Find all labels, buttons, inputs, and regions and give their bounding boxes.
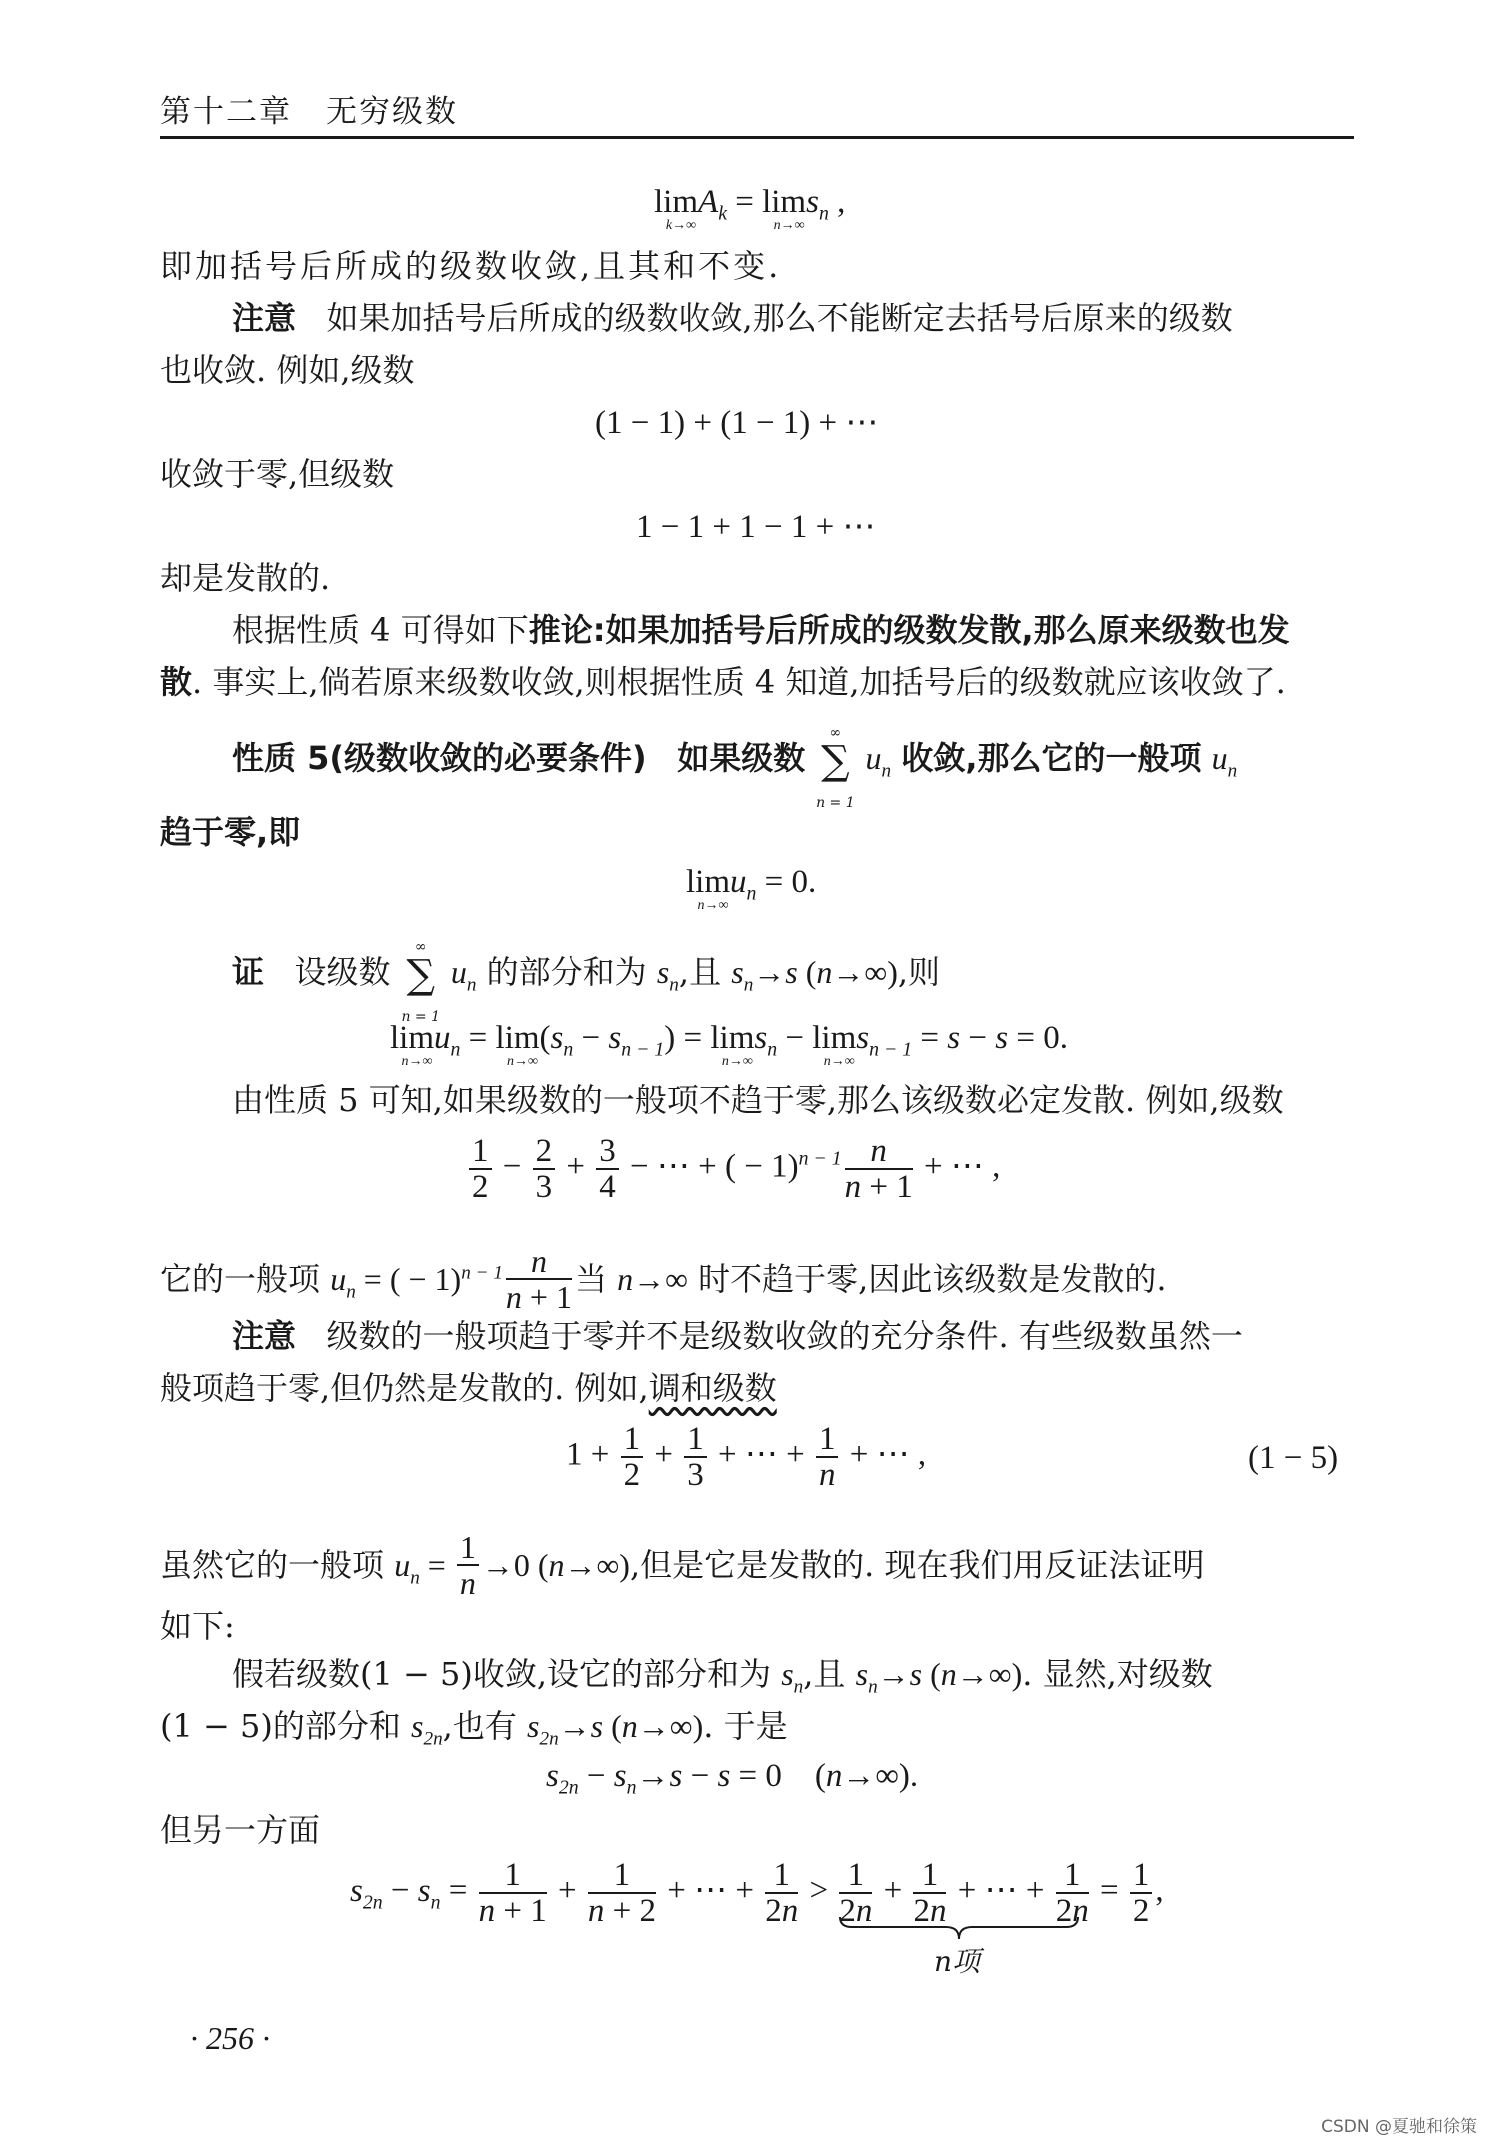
text-span: ,且 [678, 953, 722, 991]
proof-line: 证 设级数 ∞ ∑ n = 1 $u_n$ 的部分和为 $s_n$,且 $s_n\to s$ (n→∞),则 [232, 938, 941, 1025]
text-span: . 显然,对级数 [1022, 1655, 1213, 1693]
page-number: · 256 · [190, 2020, 270, 2056]
corollary-line [160, 662, 1286, 702]
running-header [160, 86, 458, 131]
note-paragraph [232, 298, 1233, 338]
equation-difference: $s_{2n} - s_n\to s - s = 0$ (n→∞). [546, 1758, 919, 1799]
chapter-title: 无穷级数 [326, 94, 458, 130]
text-span: 假若级数(1 − 5)收敛,设它的部分和为 [232, 1655, 772, 1693]
text-span: 当 [574, 1260, 607, 1298]
equation-label: (1 − 5) [1248, 1440, 1339, 1476]
text-span: 般项趋于零,但仍然是发散的. 例如, [160, 1369, 649, 1407]
underbrace [838, 1915, 1080, 1941]
text-span: . 于是 [703, 1707, 788, 1745]
text-span: 的部分和为 [486, 953, 647, 991]
text-span: 级数的一般项趋于零并不是级数收敛的充分条件. 有些级数虽然一 [326, 1317, 1243, 1355]
proof-label: 证 [232, 953, 265, 991]
text-line: 如下: [160, 1607, 235, 1645]
underbrace-label: n项 [934, 1945, 981, 1978]
text-line [160, 1368, 777, 1408]
text-span: ,且 [803, 1655, 846, 1693]
text-line: 假若级数(1 − 5)收敛,设它的部分和为 $s_n$,且 $s_n\to s$ (n→∞). 显然,对级数 [232, 1655, 1213, 1698]
text-span: 如果加括号后所成的级数收敛,那么不能断定去括号后原来的级数 [326, 299, 1233, 337]
text-line: 收敛于零,但级数 [160, 455, 395, 493]
corollary-bold: 散 [160, 663, 193, 701]
text-line: 由性质 5 可知,如果级数的一般项不趋于零,那么该级数必定发散. 例如,级数 [232, 1081, 1284, 1119]
text-line: 也收敛. 例如,级数 [160, 351, 415, 389]
text-span: 趋于零,即 [160, 813, 301, 851]
equation-lim-un: lim n→∞ $u_n = 0$. [686, 864, 817, 913]
harmonic-series-term: 调和级数 [648, 1369, 777, 1407]
text-line: 但另一方面 [160, 1811, 321, 1849]
text-span: ,则 [897, 953, 941, 991]
corollary-bold: 推论:如果加括号后所成的级数发散,那么原来级数也发 [528, 611, 1290, 649]
note-label: 注意 [232, 1317, 297, 1355]
equation-lim-ak: lim k→∞ $A_k = \lim$ n→∞ $s_n$ , [654, 184, 846, 233]
text-line: 虽然它的一般项 $u_n$ = $\frac{1}{n}$ →0 (n→∞),但是它是发散的. 现在我们用反证法证明 [160, 1529, 1205, 1601]
text-line: 却是发散的. [160, 559, 331, 597]
summation-symbol: ∞ ∑ n = 1 [816, 724, 855, 811]
property-label: 性质 5(级数收敛的必要条件) [232, 739, 647, 777]
text-span: 时不趋于零,因此该级数是发散的. [698, 1260, 1167, 1298]
text-line [160, 812, 300, 852]
corollary-line [232, 610, 1290, 650]
text-span: 根据性质 4 可得如下 [232, 611, 529, 649]
header-rule [160, 136, 1354, 139]
equation-series-1: (1 − 1) + (1 − 1) + ⋯ [595, 405, 879, 441]
text-span: 它的一般项 [160, 1260, 321, 1298]
text-span: 设级数 [294, 953, 391, 991]
property-5-line: 性质 5(级数收敛的必要条件) 如果级数 ∞ ∑ n = 1 $u_n$ 收敛,那么它的一般项 $u_n$ [232, 724, 1238, 811]
chapter-number: 第十二章 [160, 94, 292, 130]
text-span: (1 − 5)的部分和 [160, 1707, 401, 1745]
equation-harmonic-series: 1 + $\frac{1}{2}$ + $\frac{1}{3}$ + ⋯ + $\frac{1}{n}$ + ⋯ , [566, 1421, 927, 1493]
text-span: 如果级数 [677, 739, 806, 777]
text-line: (1 − 5)的部分和 $s_{2n}$,也有 $s_{2n}\to s$ (n→∞). 于是 [160, 1707, 788, 1750]
watermark: CSDN @夏驰和徐策 [1321, 2117, 1477, 2137]
text-span: ,也有 [442, 1707, 517, 1745]
text-span: . 事实上,倘若原来级数收敛,则根据性质 4 知道,加括号后的级数就应该收敛了. [192, 663, 1286, 701]
text-line: 即加括号后所成的级数收敛,且其和不变. [160, 247, 782, 285]
equation-proof: lim n→∞ $u_n = \lim$ n→∞ $(s_n - s_{n - 1}) = \lim$ n→∞ $s_n - \lim$ n→∞ $s_{n - 1} = s - s = 0$. [390, 1020, 1068, 1069]
text-span: 虽然它的一般项 [160, 1546, 385, 1584]
equation-series-2: 1 − 1 + 1 − 1 + ⋯ [636, 509, 876, 545]
equation-inequality: $s_{2n} - s_n$ = $\frac{1}{n + 1}$ + $\frac{1}{n + 2}$ + ⋯ + $\frac{1}{2n}$ > $\frac{1}{2n}$ + $\frac{1}{2n}$ + ⋯ + $\frac{1}{2n}$ = $\frac{1}{2}$ , [350, 1857, 1164, 1929]
note-paragraph [232, 1316, 1243, 1356]
text-span: ,但是它是发散的. 现在我们用反证法证明 [629, 1546, 1205, 1584]
text-span: 收敛,那么它的一般项 [901, 739, 1202, 777]
general-term-line: 它的一般项 $u_n$ = ( − 1)$^{n - 1}$ $\frac{n}{n + 1}$ 当 n→∞ 时不趋于零,因此该级数是发散的. [160, 1243, 1167, 1315]
equation-alternating-series: $\frac{1}{2}$ − $\frac{2}{3}$ + $\frac{3}{4}$ − ⋯ + ( − 1)$^{n - 1}$ $\frac{n}{n + 1}$ + ⋯ , [466, 1134, 1000, 1204]
summation-symbol: ∞ ∑ n = 1 [401, 938, 440, 1025]
note-label: 注意 [232, 299, 297, 337]
